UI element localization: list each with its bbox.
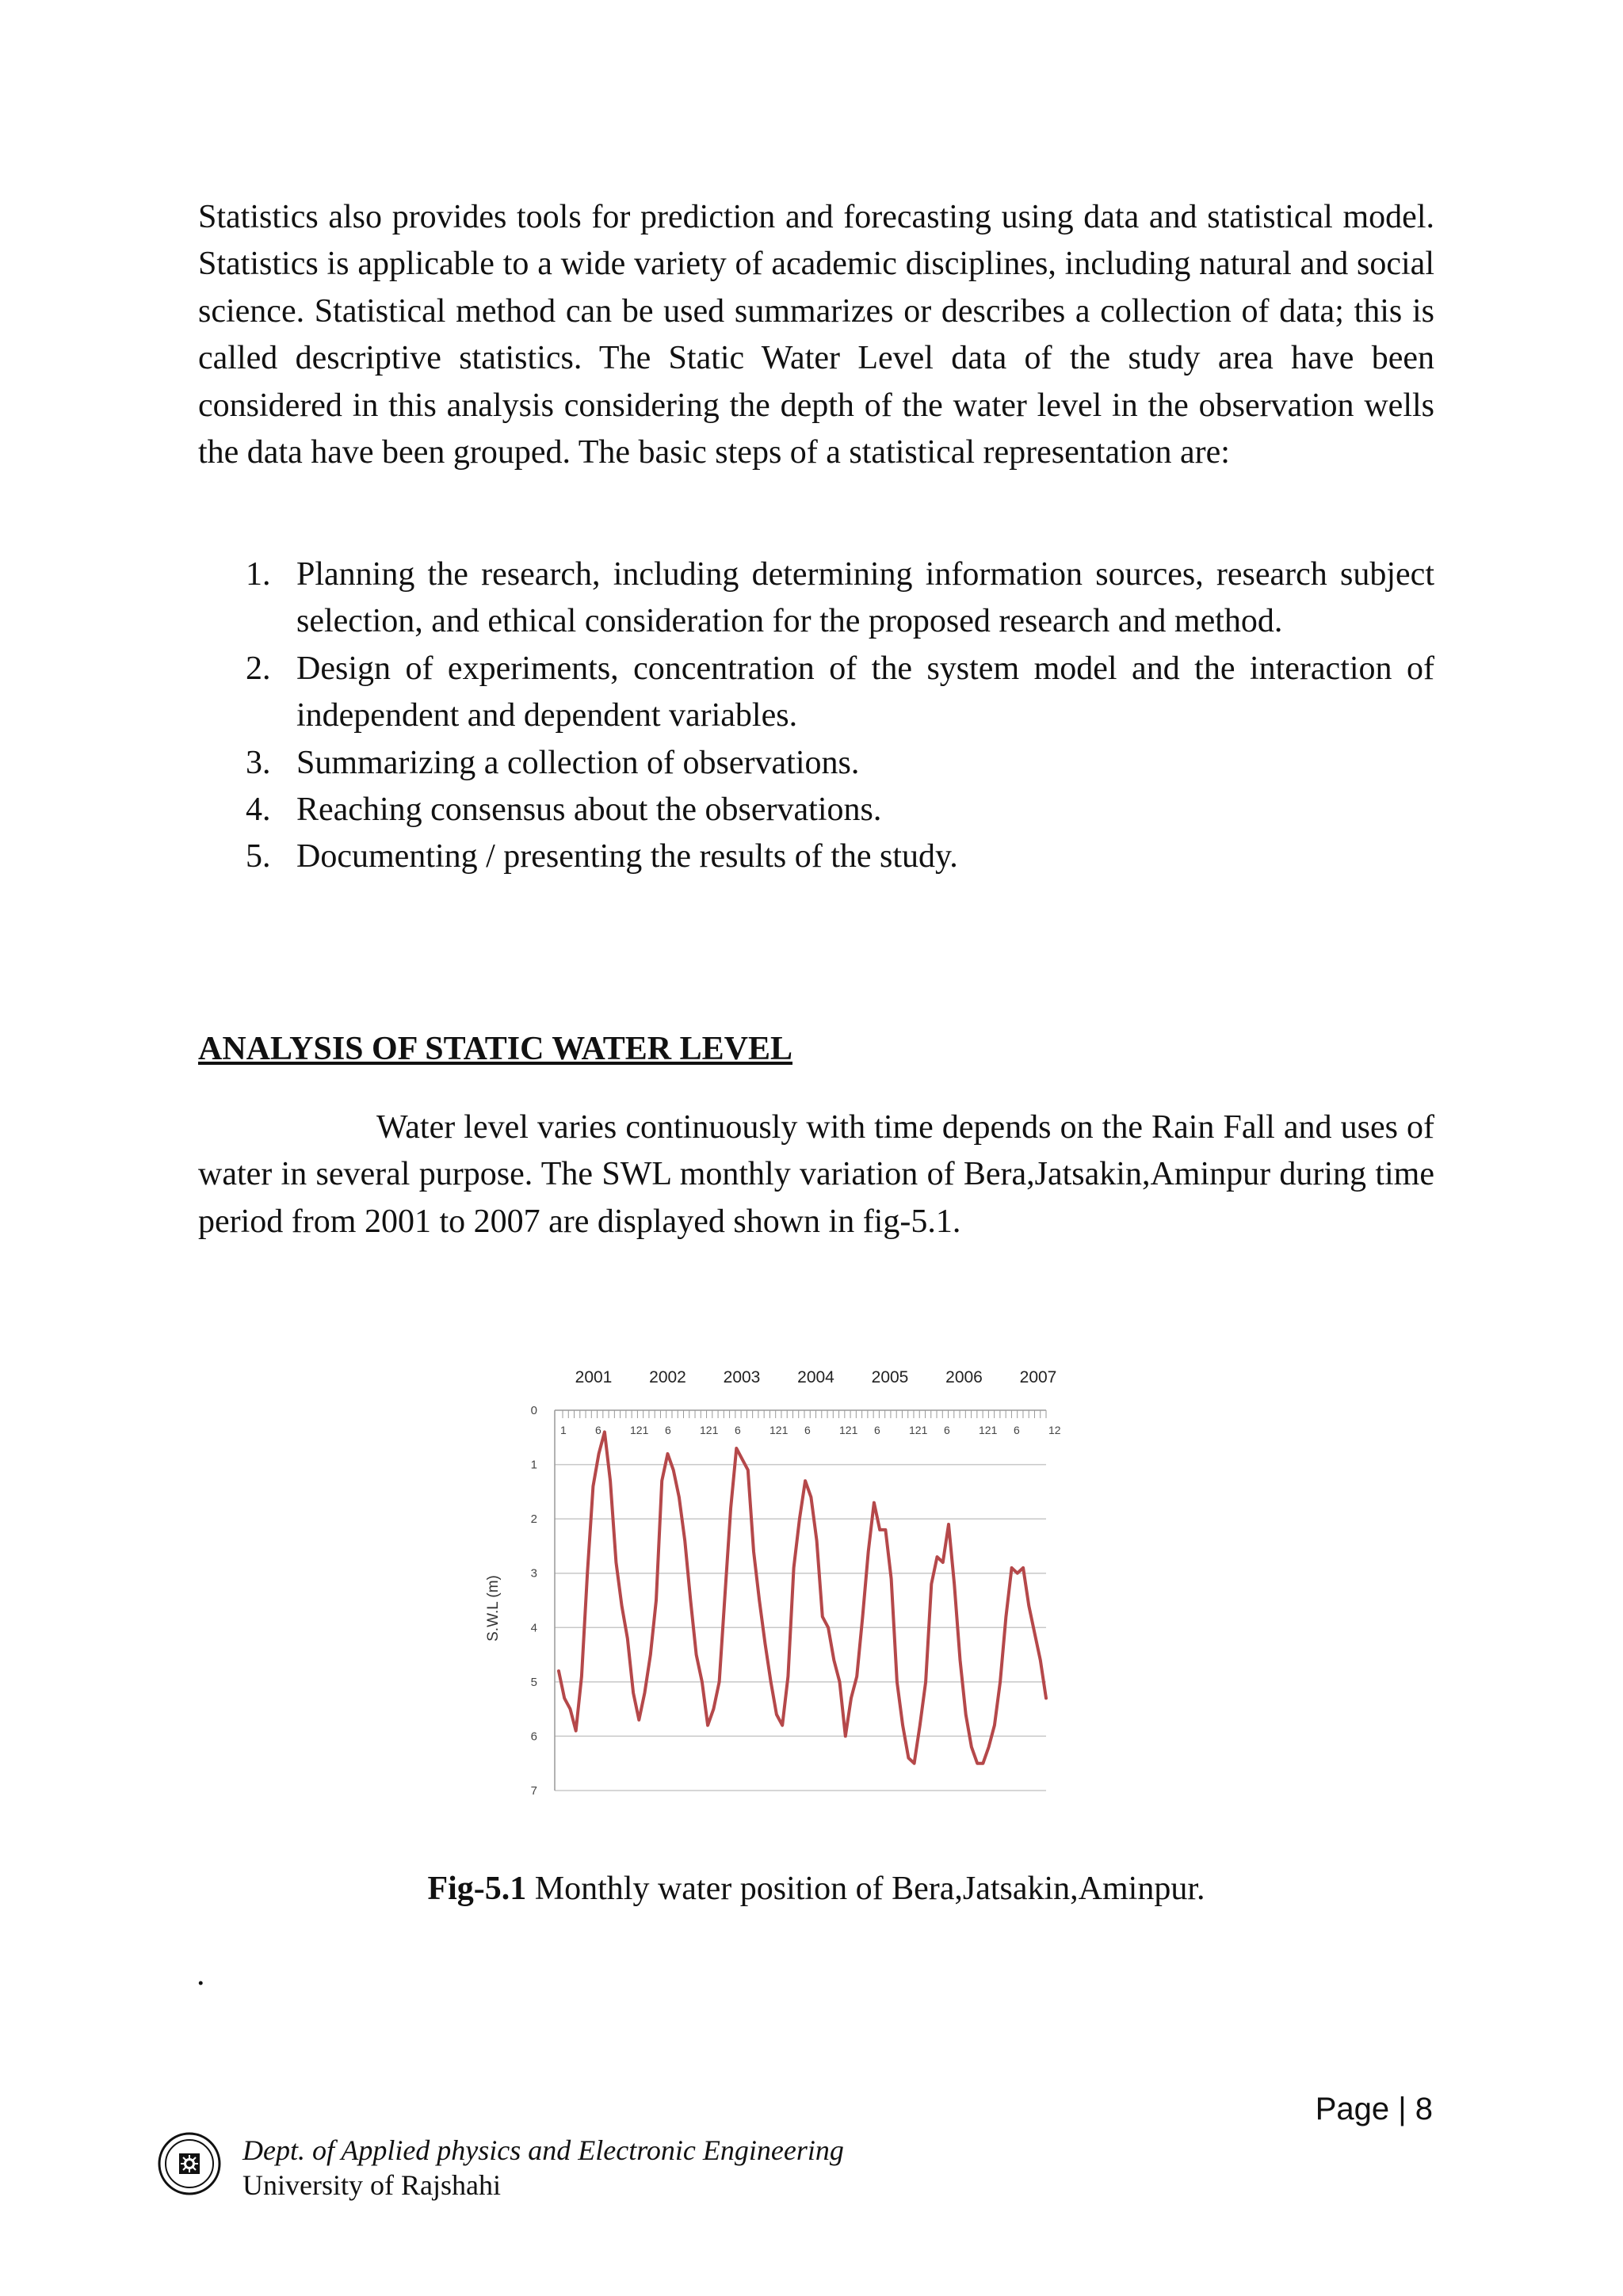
month-tick-label: 121	[769, 1424, 789, 1436]
month-tick-label: 121	[630, 1424, 649, 1436]
data-point	[792, 1566, 795, 1569]
data-point	[569, 1708, 571, 1711]
data-point	[1005, 1615, 1007, 1618]
data-point	[987, 1746, 990, 1749]
year-label: 2001	[575, 1368, 613, 1386]
data-point	[982, 1762, 984, 1764]
data-point	[879, 1528, 881, 1531]
list-item-number: 1.	[246, 556, 271, 593]
data-point	[930, 1583, 933, 1585]
list-item-text: Planning the research, including determining information sources, research subject selection, and ethical consideration for the proposed research and method.	[296, 556, 1434, 640]
swl-line-chart	[444, 1347, 1157, 1806]
data-point	[999, 1680, 1002, 1683]
page-number: Page | 8	[1315, 2092, 1433, 2126]
data-point	[896, 1680, 898, 1683]
data-point	[833, 1659, 835, 1661]
list-item-text: Summarizing a collection of observations.	[296, 744, 860, 781]
year-label: 2003	[723, 1368, 761, 1386]
data-point	[964, 1713, 967, 1715]
data-point	[609, 1480, 612, 1482]
data-point	[787, 1675, 789, 1677]
data-point	[730, 1507, 732, 1509]
data-point	[735, 1447, 738, 1449]
data-point	[603, 1431, 605, 1433]
body-paragraph-1: Statistics also provides tools for prediction and forecasting using data and statistical model. Statistics is applicable to a wide variety of academic disciplines, including natural and social science. Statistical method can be used summarizes or describes a collection of data; this is called descriptive statistics. The Static Water Level data of the study area have been considered in this analysis considering the depth of the water level in the observation wells the data have been grouped. The basic steps of a statistical representation are:	[198, 199, 1434, 471]
year-label: 2005	[871, 1368, 909, 1386]
month-tick-label: 6	[595, 1424, 601, 1436]
y-axis-label: S.W.L (m)	[485, 1575, 502, 1642]
data-point	[959, 1659, 961, 1661]
data-point	[856, 1675, 858, 1677]
figure-caption-text: Monthly water position of Bera,Jatsakin,Aminpur.	[526, 1871, 1205, 1907]
y-tick-label: 4	[530, 1621, 537, 1635]
data-point	[638, 1718, 640, 1721]
data-point	[907, 1756, 910, 1759]
data-point	[592, 1485, 594, 1487]
figure-caption	[198, 1870, 1434, 1908]
y-tick-label: 2	[530, 1512, 537, 1527]
month-tick-label: 6	[804, 1424, 811, 1436]
list-item	[198, 551, 1434, 646]
data-point	[947, 1523, 949, 1525]
list-item-number: 2.	[246, 650, 271, 687]
data-point	[1010, 1566, 1013, 1569]
month-tick-label: 6	[665, 1424, 671, 1436]
data-point	[557, 1670, 559, 1672]
data-point	[867, 1550, 869, 1553]
data-point	[941, 1561, 944, 1563]
steps-list	[198, 551, 1434, 881]
month-tick-label: 6	[1014, 1424, 1020, 1436]
month-tick-label: 6	[735, 1424, 741, 1436]
list-item-text: Reaching consensus about the observations.	[296, 791, 882, 829]
data-point	[580, 1675, 582, 1677]
data-point	[621, 1604, 623, 1607]
data-point	[1044, 1697, 1047, 1699]
list-item-text: Documenting / presenting the results of the study.	[296, 838, 958, 875]
data-point	[1028, 1604, 1030, 1607]
data-point	[838, 1680, 841, 1683]
y-tick-label: 7	[530, 1784, 537, 1798]
month-tick-label: 12	[1048, 1424, 1061, 1436]
footer	[242, 2133, 844, 2203]
data-point	[615, 1561, 617, 1563]
data-point	[798, 1518, 800, 1520]
data-point	[758, 1599, 761, 1601]
data-point	[672, 1469, 674, 1471]
data-point	[769, 1680, 772, 1683]
data-point	[936, 1556, 938, 1558]
data-point	[707, 1724, 709, 1726]
figure-caption-label: Fig-5.1	[427, 1871, 527, 1907]
data-point	[764, 1642, 766, 1645]
data-point	[632, 1691, 635, 1694]
data-point	[884, 1528, 887, 1531]
data-point	[586, 1572, 589, 1574]
data-point	[643, 1691, 646, 1694]
data-point	[655, 1599, 657, 1601]
series-line	[559, 1432, 1046, 1763]
list-item	[198, 646, 1434, 740]
month-tick-label: 1	[560, 1424, 567, 1436]
footer-university: University of Rajshahi	[242, 2169, 501, 2201]
y-tick-label: 3	[530, 1566, 537, 1581]
data-point	[810, 1496, 812, 1498]
swl-chart-figure	[444, 1347, 1157, 1806]
data-point	[752, 1550, 754, 1553]
year-label: 2006	[945, 1368, 983, 1386]
data-point	[821, 1615, 823, 1618]
data-point	[861, 1615, 864, 1618]
year-label: 2007	[1019, 1368, 1057, 1386]
data-point	[649, 1653, 651, 1656]
y-tick-label: 0	[530, 1404, 537, 1417]
data-point	[575, 1730, 577, 1732]
list-item	[198, 740, 1434, 787]
data-point	[1033, 1632, 1036, 1634]
month-tick-label: 6	[874, 1424, 880, 1436]
list-item-number: 5.	[246, 838, 271, 875]
data-point	[890, 1577, 892, 1580]
data-point	[741, 1458, 743, 1460]
data-point	[873, 1501, 875, 1504]
data-point	[718, 1680, 720, 1683]
data-point	[918, 1724, 921, 1726]
data-point	[712, 1708, 715, 1711]
data-point	[953, 1583, 956, 1585]
list-item	[198, 787, 1434, 833]
data-point	[695, 1653, 697, 1656]
section-heading: ANALYSIS OF STATIC WATER LEVEL	[198, 1031, 793, 1067]
month-tick-label: 12‌1	[909, 1424, 928, 1436]
data-point	[925, 1680, 927, 1683]
data-point	[844, 1735, 846, 1737]
data-point	[976, 1762, 979, 1764]
footer-department: Dept. of Applied physics and Electronic Engineering	[242, 2134, 844, 2166]
list-item-text: Design of experiments, concentration of the system model and the interaction of independent and dependent variables.	[296, 650, 1434, 734]
data-point	[850, 1697, 852, 1699]
data-point	[724, 1594, 726, 1596]
data-point	[815, 1539, 818, 1542]
data-point	[598, 1452, 600, 1455]
data-point	[993, 1724, 995, 1726]
month-tick-label: 6	[944, 1424, 950, 1436]
data-point	[666, 1452, 669, 1455]
year-label: 2002	[649, 1368, 686, 1386]
y-tick-label: 6	[530, 1730, 537, 1744]
university-seal-icon	[157, 2131, 222, 2196]
body-paragraph-2: Water level varies continuously with time depends on the Rain Fall and uses of water in several purpose. The SWL monthly variation of Bera,Jatsakin,Aminpur during time period from 2001 to 2007 are displayed shown in fig-5.1.	[198, 1109, 1434, 1240]
data-point	[678, 1496, 680, 1498]
data-point	[1016, 1572, 1018, 1574]
data-point	[747, 1469, 749, 1471]
data-point	[661, 1480, 663, 1482]
data-point	[689, 1599, 692, 1601]
y-tick-label: 1	[530, 1458, 537, 1472]
data-point	[1039, 1659, 1041, 1661]
year-label: 2004	[797, 1368, 834, 1386]
data-point	[913, 1762, 915, 1764]
data-point	[701, 1680, 703, 1683]
data-point	[775, 1713, 777, 1715]
list-item-number: 3.	[246, 744, 271, 781]
data-point	[804, 1480, 807, 1482]
list-item	[198, 833, 1434, 880]
data-point	[902, 1724, 904, 1726]
list-item-number: 4.	[246, 791, 271, 829]
data-point	[1022, 1566, 1025, 1569]
y-tick-label: 5	[530, 1675, 537, 1689]
stray-period: .	[197, 1956, 205, 1993]
data-point	[626, 1637, 628, 1639]
data-point	[781, 1724, 784, 1726]
data-point	[684, 1539, 686, 1542]
data-point	[970, 1746, 972, 1749]
month-tick-label: 121	[700, 1424, 719, 1436]
month-tick-label: 121	[839, 1424, 858, 1436]
month-tick-label: 121	[979, 1424, 998, 1436]
data-point	[563, 1697, 566, 1699]
data-point	[827, 1627, 830, 1629]
